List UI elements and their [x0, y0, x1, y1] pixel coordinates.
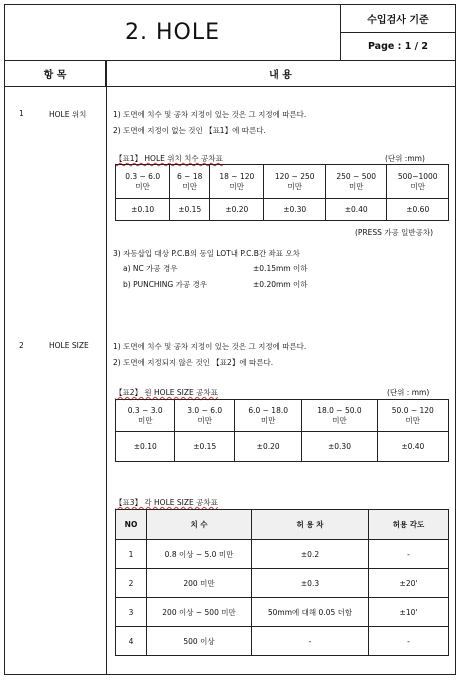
- table2-head-cell: 6.0 ~ 18.0 미만: [234, 400, 301, 432]
- table1-head-cell: 18 ~ 120 미만: [210, 165, 264, 199]
- table3-header: NO: [116, 510, 147, 540]
- column-header-content: 내 용: [106, 61, 455, 87]
- table3-cell: 3: [116, 598, 147, 627]
- section1-line1: 1) 도면에 치수 및 공차 지정이 있는 것은 그 지정에 따른다.: [113, 110, 307, 119]
- table1-head-cell: 500~1000 미만: [387, 165, 449, 199]
- table3-cell: 50mm에 대해 0.05 더함: [252, 598, 369, 627]
- table3-cell: ±0.2: [252, 540, 369, 569]
- section2-item: HOLE SIZE: [49, 341, 89, 350]
- table1-value: ±0.60: [387, 199, 449, 221]
- table2-value: ±0.10: [116, 432, 175, 462]
- section2-line1: 1) 도면에 치수 및 공차 지정이 있는 것은 그 지정에 따른다.: [113, 342, 307, 351]
- page-title: 2. HOLE: [5, 5, 341, 61]
- section1-sub-a-label: a) NC 가공 경우: [123, 264, 178, 273]
- table2-value: ±0.15: [175, 432, 234, 462]
- table3-cell: -: [369, 627, 449, 656]
- table1-head-cell: 120 ~ 250 미만: [264, 165, 326, 199]
- table-row: [116, 569, 449, 598]
- table2: [115, 399, 449, 462]
- section1-item: HOLE 위치: [49, 110, 87, 119]
- standard-label: 수입검사 기준: [341, 5, 455, 33]
- table1-value: ±0.10: [116, 199, 170, 221]
- table-row: [116, 598, 449, 627]
- table2-head-cell: 0.3 ~ 3.0 미만: [116, 400, 175, 432]
- table3-cell: 0.8 이상 ~ 5.0 미만: [147, 540, 252, 569]
- table-row: [116, 540, 449, 569]
- column-divider: [106, 61, 107, 674]
- table1-caption: 【표1】 HOLE 위치 치수 공차표: [115, 154, 223, 163]
- table1-note: (PRESS 가공 일반공차): [355, 228, 434, 237]
- table3-cell: 1: [116, 540, 147, 569]
- section1-line2: 2) 도면에 지정이 없는 것인 【표1】에 따른다.: [113, 126, 266, 135]
- table1-head-cell: 6 ~ 18 미만: [170, 165, 210, 199]
- table3-cell: 200 이상 ~ 500 미만: [147, 598, 252, 627]
- table1-unit: (단위 :mm): [385, 154, 425, 163]
- table1-value: ±0.20: [210, 199, 264, 221]
- section1-number: 1: [19, 109, 24, 118]
- table-row: [116, 627, 449, 656]
- section1-line3: 3) 자동삽입 대상 P.C.B의 동일 LOT내 P.C.B간 좌표 오차: [113, 249, 300, 258]
- table3-header: 치 수: [147, 510, 252, 540]
- table3-cell: 2: [116, 569, 147, 598]
- table3-cell: -: [252, 627, 369, 656]
- page-number: Page : 1 / 2: [341, 33, 455, 61]
- table2-unit: (단위 : mm): [387, 388, 430, 397]
- table1-value: ±0.40: [325, 199, 387, 221]
- table1-value: ±0.15: [170, 199, 210, 221]
- document-frame: [4, 4, 456, 675]
- table3-caption: 【표3】 각 HOLE SIZE 공차표: [115, 498, 218, 507]
- table1: [115, 164, 449, 221]
- table2-head-cell: 3.0 ~ 6.0 미만: [175, 400, 234, 432]
- table1-head-cell: 250 ~ 500 미만: [325, 165, 387, 199]
- table3-cell: ±0.3: [252, 569, 369, 598]
- table2-value: ±0.20: [234, 432, 301, 462]
- table3: [115, 509, 449, 656]
- table1-value: ±0.30: [264, 199, 326, 221]
- section1-sub-a-value: ±0.15mm 이하: [253, 264, 308, 273]
- table3-cell: 200 미만: [147, 569, 252, 598]
- section2-line2: 2) 도면에 지정되지 않은 것인 【표2】에 따른다.: [113, 358, 274, 367]
- table3-header: 허용 각도: [369, 510, 449, 540]
- table3-cell: 4: [116, 627, 147, 656]
- section2-number: 2: [19, 341, 24, 350]
- table2-value: ±0.30: [302, 432, 377, 462]
- table1-head-cell: 0.3 ~ 6.0 미만: [116, 165, 170, 199]
- table3-cell: 500 이상: [147, 627, 252, 656]
- table3-cell: -: [369, 540, 449, 569]
- table3-cell: ±20': [369, 569, 449, 598]
- table2-head-cell: 18.0 ~ 50.0 미만: [302, 400, 377, 432]
- section1-sub-b-label: b) PUNCHING 가공 경우: [123, 280, 207, 289]
- table2-caption: 【표2】 원 HOLE SIZE 공차표: [115, 388, 218, 397]
- table3-cell: ±10': [369, 598, 449, 627]
- section1-sub-b-value: ±0.20mm 이하: [253, 280, 308, 289]
- table2-head-cell: 50.0 ~ 120 미만: [377, 400, 448, 432]
- table3-header: 허 용 차: [252, 510, 369, 540]
- column-header-item: 항 목: [5, 61, 106, 87]
- table2-value: ±0.40: [377, 432, 448, 462]
